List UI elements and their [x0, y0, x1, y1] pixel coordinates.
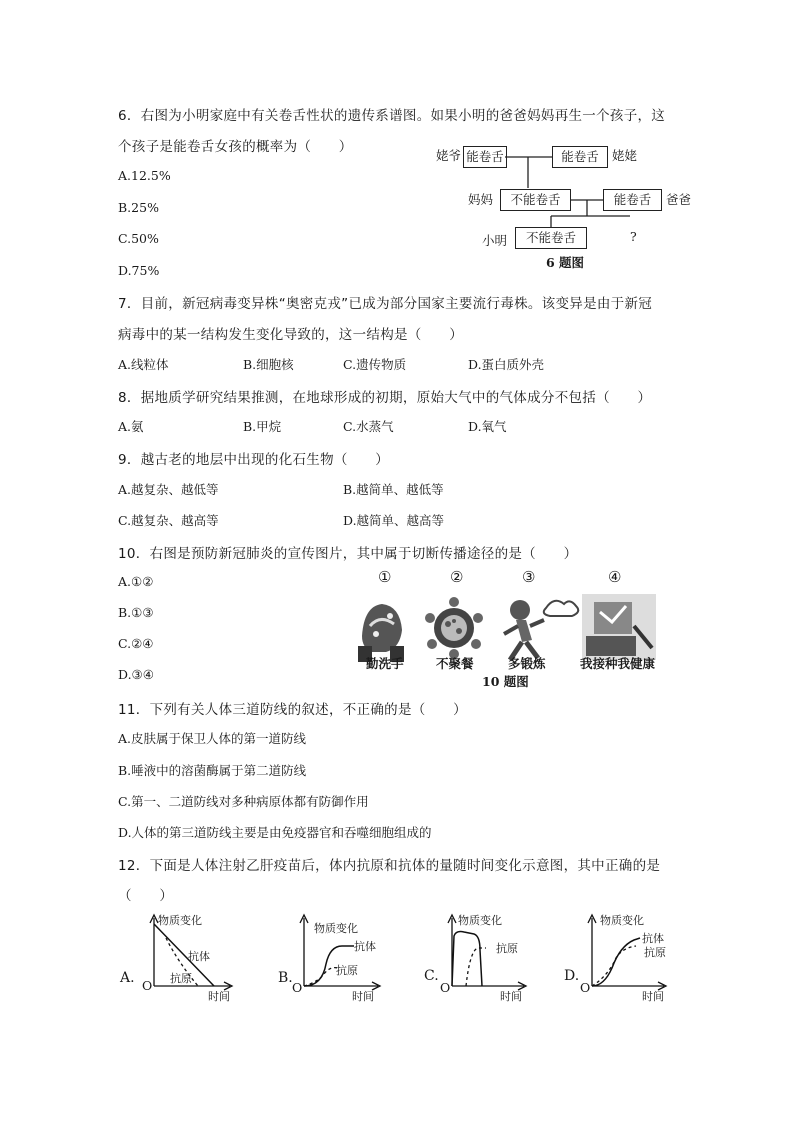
- poster-caption-2: 不聚餐: [436, 656, 474, 671]
- graph-a-ylabel: 物质变化: [158, 914, 202, 927]
- poster-caption-3: 多锻炼: [508, 656, 546, 671]
- q9-option-d[interactable]: D.越简单、越高等: [343, 513, 445, 528]
- q8-option-a[interactable]: A.氨: [118, 419, 144, 434]
- q9-stem: 9．越古老的地层中出现的化石生物（ ）: [118, 452, 390, 468]
- graph-a-letter: A.: [120, 970, 135, 986]
- q10-stem: 10．右图是预防新冠肺炎的宣传图片，其中属于切断传播途径的是（ ）: [118, 546, 578, 562]
- graph-a-xlabel: 时间: [208, 990, 230, 1003]
- q12-graph-c[interactable]: [424, 910, 574, 1002]
- q10-poster-figure: [350, 566, 664, 688]
- q12-stem-line1: 12．下面是人体注射乙肝疫苗后，体内抗原和抗体的量随时间变化示意图，其中正确的是: [118, 858, 661, 874]
- poster-num-4: ④: [608, 568, 622, 586]
- graph-a-antibody: 抗体: [188, 950, 210, 963]
- q6-stem-line1: 6．右图为小明家庭中有关卷舌性状的遗传系谱图。如果小明的爸爸妈妈再生一个孩子，这: [118, 108, 666, 124]
- graph-d-ylabel: 物质变化: [600, 914, 644, 927]
- graph-a-origin: O: [142, 978, 153, 993]
- grandpa-box: 能卷舌: [463, 146, 507, 168]
- q6-option-b[interactable]: B.25%: [118, 200, 159, 215]
- graph-c-origin: O: [440, 980, 451, 995]
- graph-d-antibody: 抗体: [642, 932, 664, 945]
- graph-a-antigen: 抗原: [170, 972, 192, 985]
- mom-box: 不能卷舌: [500, 189, 571, 211]
- graph-d-letter: D.: [564, 968, 580, 984]
- q7-option-a[interactable]: A.线粒体: [118, 357, 169, 372]
- q10-option-a[interactable]: A.①②: [118, 574, 154, 589]
- unknown-child: ?: [630, 229, 637, 244]
- q6-option-a[interactable]: A.12.5%: [118, 168, 171, 183]
- grandma-label: 姥姥: [612, 148, 638, 163]
- q9-option-a[interactable]: A.越复杂、越低等: [118, 482, 219, 497]
- q9-option-b[interactable]: B.越简单、越低等: [343, 482, 444, 497]
- graph-d-antigen: 抗原: [644, 946, 666, 959]
- child-label: 小明: [482, 233, 508, 248]
- graph-c-xlabel: 时间: [500, 990, 522, 1003]
- grandma-box: 能卷舌: [552, 146, 608, 168]
- no-gathering-icon: [425, 597, 483, 659]
- q10-option-c[interactable]: C.②④: [118, 636, 154, 651]
- vaccination-icon: [582, 594, 656, 660]
- q12-graph-d[interactable]: [564, 910, 714, 1002]
- poster-caption-4: 我接种我健康: [580, 656, 656, 671]
- poster-num-1: ①: [378, 568, 392, 586]
- dad-box: 能卷舌: [603, 189, 662, 211]
- q6-option-c[interactable]: C.50%: [118, 231, 159, 246]
- graph-b-letter: B.: [278, 970, 293, 986]
- q11-option-d[interactable]: D.人体的第三道防线主要是由免疫器官和吞噬细胞组成的: [118, 825, 432, 840]
- graph-b-antibody: 抗体: [354, 940, 376, 953]
- exercise-icon: [504, 600, 578, 660]
- graph-b-xlabel: 时间: [352, 990, 374, 1003]
- q8-option-d[interactable]: D.氧气: [468, 419, 507, 434]
- q6-stem-line2: 个孩子是能卷舌女孩的概率为（ ）: [118, 139, 353, 155]
- poster-caption-1: 勤洗手: [366, 656, 404, 671]
- q11-stem: 11．下列有关人体三道防线的叙述，不正确的是（ ）: [118, 702, 467, 718]
- graph-d-xlabel: 时间: [642, 990, 664, 1003]
- q7-stem-line2: 病毒中的某一结构发生变化导致的，这一结构是（ ）: [118, 327, 463, 343]
- graph-b-ylabel: 物质变化: [314, 922, 358, 935]
- q8-option-c[interactable]: C.水蒸气: [343, 419, 394, 434]
- q11-option-c[interactable]: C.第一、二道防线对多种病原体都有防御作用: [118, 794, 369, 809]
- q11-option-a[interactable]: A.皮肤属于保卫人体的第一道防线: [118, 731, 307, 746]
- grandpa-label: 姥爷: [436, 148, 462, 163]
- q10-option-d[interactable]: D.③④: [118, 667, 154, 682]
- q11-option-b[interactable]: B.唾液中的溶菌酶属于第二道防线: [118, 763, 307, 778]
- graph-b-antigen: 抗原: [336, 964, 358, 977]
- poster-num-3: ③: [522, 568, 536, 586]
- q12-stem-line2: （ ）: [118, 888, 174, 904]
- mom-label: 妈妈: [468, 192, 494, 207]
- poster-num-2: ②: [450, 568, 464, 586]
- q7-option-d[interactable]: D.蛋白质外壳: [468, 357, 545, 372]
- graph-c-letter: C.: [424, 968, 439, 984]
- graph-c-ylabel: 物质变化: [458, 914, 502, 927]
- q7-option-b[interactable]: B.细胞核: [243, 357, 294, 372]
- q9-option-c[interactable]: C.越复杂、越高等: [118, 513, 219, 528]
- q6-pedigree-figure: [430, 140, 710, 275]
- q7-option-c[interactable]: C.遗传物质: [343, 357, 407, 372]
- q12-graph-b[interactable]: [278, 910, 428, 1002]
- graph-b-origin: O: [292, 980, 303, 995]
- q8-stem: 8．据地质学研究结果推测，在地球形成的初期，原始大气中的气体成分不包括（ ）: [118, 390, 652, 406]
- graph-c-antigen: 抗原: [496, 942, 518, 955]
- graph-d-origin: O: [580, 980, 591, 995]
- q10-figure-caption: 10 题图: [482, 674, 529, 689]
- q7-stem-line1: 7．目前，新冠病毒变异株“奥密克戎”已成为部分国家主要流行毒株。该变异是由于新冠: [118, 296, 653, 312]
- child-box: 不能卷舌: [515, 227, 587, 249]
- q6-figure-caption: 6 题图: [546, 255, 585, 270]
- q6-option-d[interactable]: D.75%: [118, 263, 160, 278]
- q12-graph-a[interactable]: [118, 910, 268, 1002]
- q10-option-b[interactable]: B.①③: [118, 605, 154, 620]
- dad-label: 爸爸: [666, 192, 692, 207]
- q8-option-b[interactable]: B.甲烷: [243, 419, 282, 434]
